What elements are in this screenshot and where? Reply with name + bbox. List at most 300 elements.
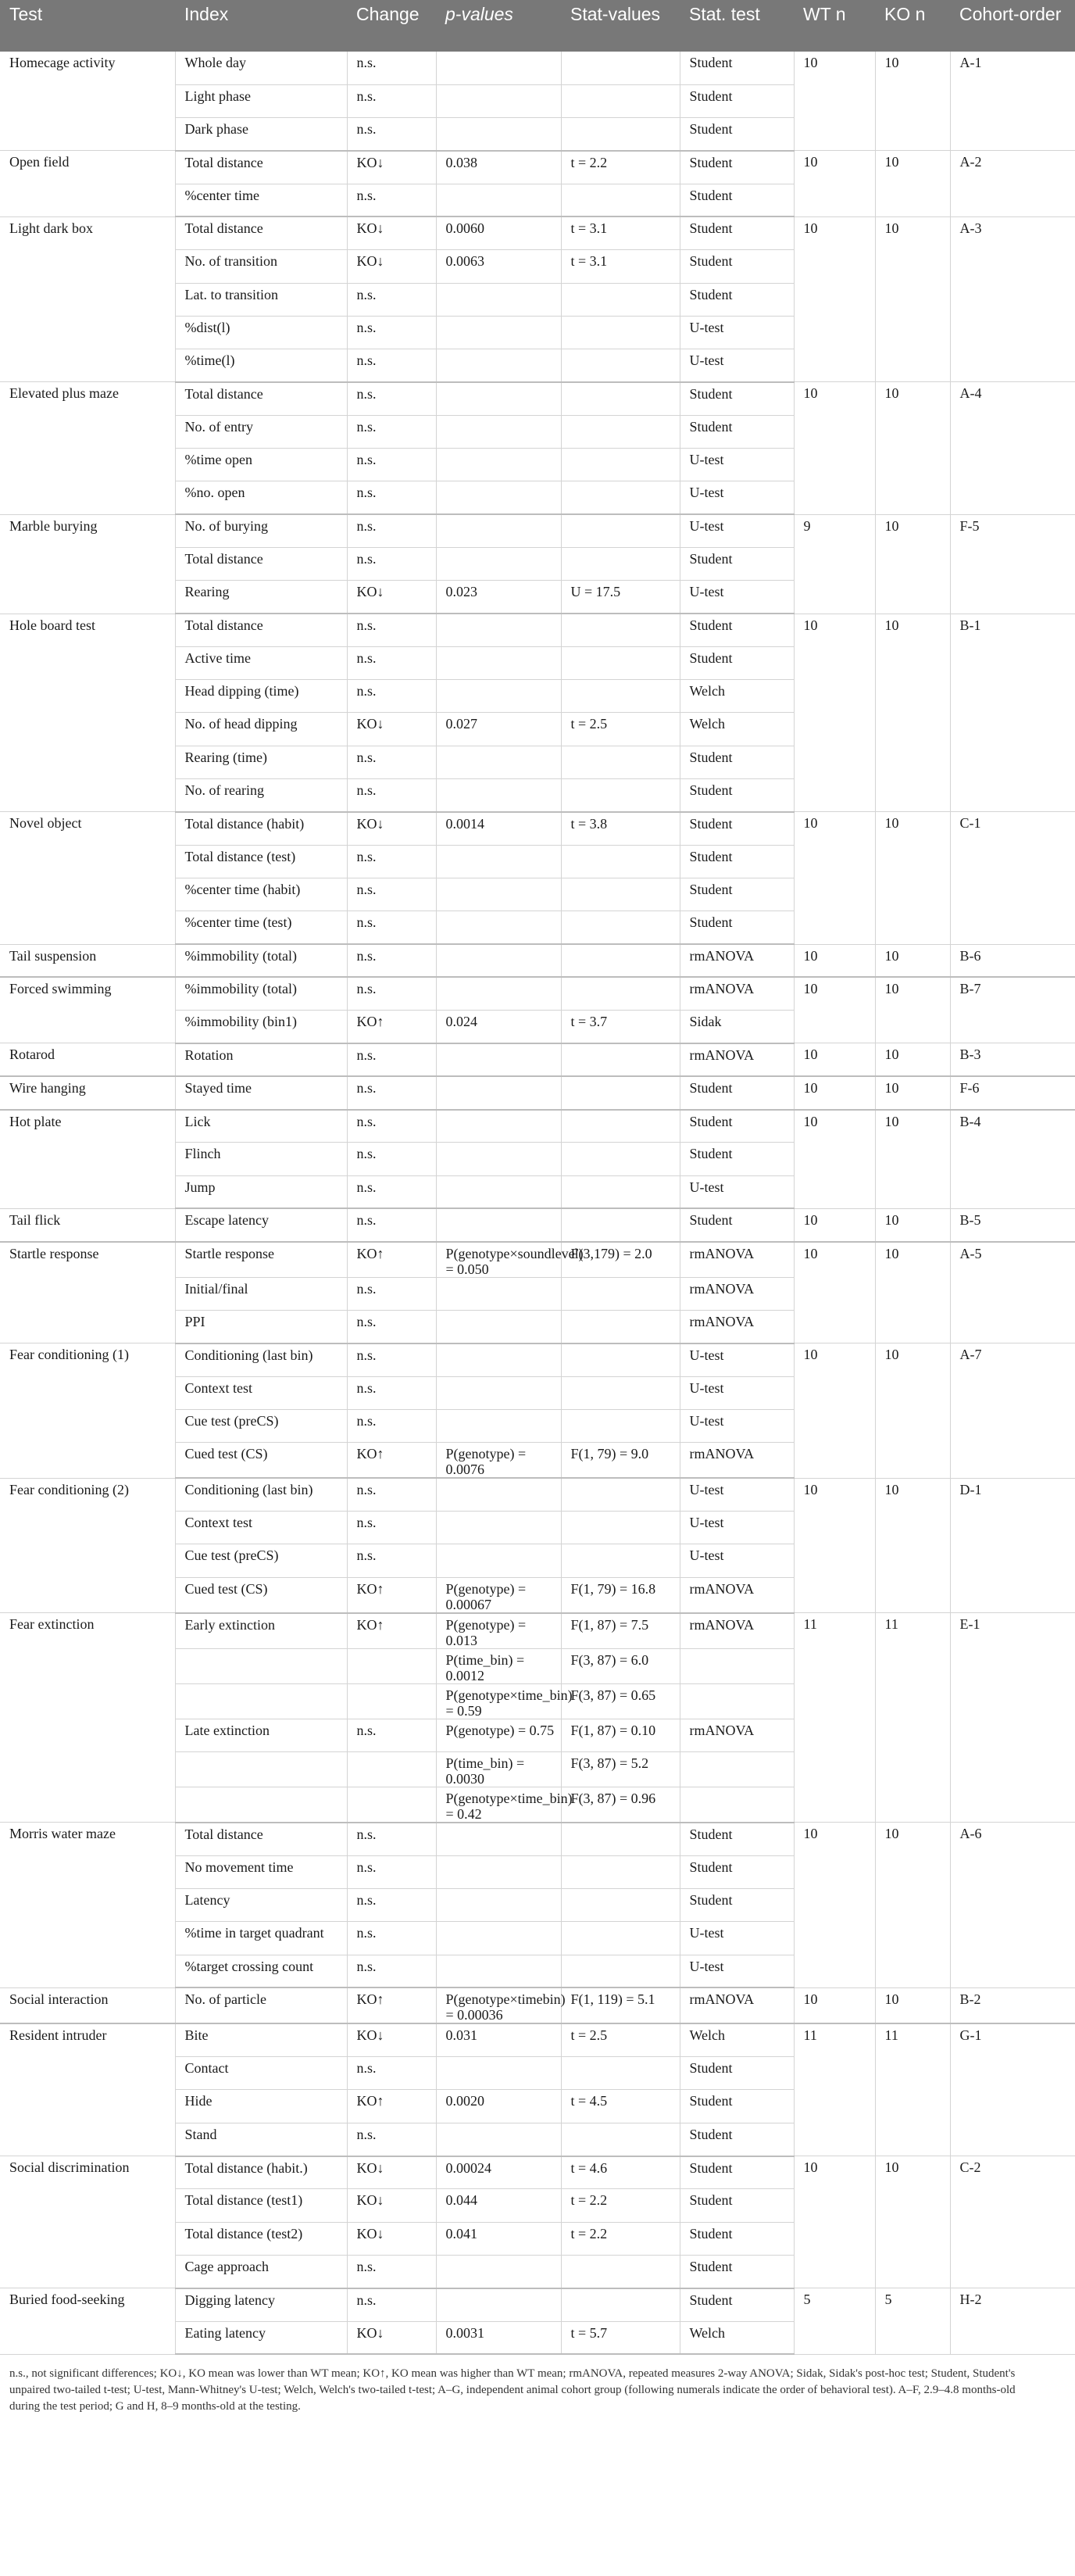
- cell-p-value: [436, 746, 561, 778]
- cell-stat-value: [561, 415, 680, 448]
- cell-p-value: [436, 911, 561, 944]
- cell-index: Lick: [175, 1110, 347, 1143]
- cell-stat-test: Student: [680, 2123, 794, 2156]
- cell-change: n.s.: [347, 382, 436, 415]
- header-cohort-order: Cohort-order: [950, 0, 1075, 52]
- cell-stat-value: [561, 316, 680, 349]
- cell-test: Tail flick: [0, 1208, 175, 1241]
- cell-test: Hot plate: [0, 1110, 175, 1209]
- cell-stat-test: U-test: [680, 1409, 794, 1442]
- header-p-values: p-values: [436, 0, 561, 52]
- cell-stat-test: Student: [680, 2156, 794, 2189]
- cell-stat-value: [561, 779, 680, 812]
- cell-stat-value: [561, 746, 680, 778]
- cell-stat-value: [561, 1343, 680, 1376]
- cell-stat-test: Student: [680, 878, 794, 911]
- cell-ko-n: 11: [875, 1613, 950, 1823]
- cell-stat-value: [561, 118, 680, 151]
- cell-stat-test: rmANOVA: [680, 1242, 794, 1278]
- cell-p-value: [436, 1310, 561, 1343]
- cell-p-value: [436, 514, 561, 547]
- cell-index: Lat. to transition: [175, 283, 347, 316]
- cell-wt-n: 10: [794, 52, 875, 151]
- cell-stat-value: t = 4.5: [561, 2090, 680, 2123]
- cell-stat-value: t = 5.7: [561, 2321, 680, 2354]
- cell-test: Open field: [0, 151, 175, 217]
- cell-index: Latency: [175, 1888, 347, 1921]
- cell-stat-test: U-test: [680, 449, 794, 481]
- cell-stat-test: Student: [680, 1208, 794, 1241]
- cell-stat-value: [561, 283, 680, 316]
- cell-change: KO↓: [347, 812, 436, 845]
- cell-stat-test: U-test: [680, 514, 794, 547]
- cell-change: KO↑: [347, 1242, 436, 1278]
- cell-change: n.s.: [347, 1511, 436, 1544]
- cell-index: Active time: [175, 646, 347, 679]
- cell-stat-value: [561, 1043, 680, 1076]
- cell-test: Elevated plus maze: [0, 382, 175, 514]
- cell-index: Cued test (CS): [175, 1577, 347, 1613]
- cell-p-value: [436, 1855, 561, 1888]
- cell-stat-test: Student: [680, 415, 794, 448]
- header-wt-n: WT n: [794, 0, 875, 52]
- cell-change: KO↓: [347, 713, 436, 746]
- cell-p-value: [436, 118, 561, 151]
- cell-stat-value: t = 3.1: [561, 250, 680, 283]
- table-body: [0, 52, 1075, 2354]
- cell-cohort-order: B-5: [950, 1208, 1075, 1241]
- cell-wt-n: 10: [794, 151, 875, 217]
- table-footnote: n.s., not significant differences; KO↓, KO mean was lower than WT mean; KO↑, KO mean was higher than WT mean; rmANOVA, repeated measures 2-way ANOVA; Sidak, Sidak's post-hoc test; Student, Student's unpaired two-tailed t-test; U-test, Mann-Whitney's U-test; Welch, Welch's two-tailed t-test; A–G, independent animal cohort group (following numerals indicate the order of behavioral test). A–F, 2.9–4.8 months-old during the test period; G and H, 8–9 months-old at the testing.: [9, 2367, 1016, 2413]
- cell-stat-value: [561, 646, 680, 679]
- cell-stat-test: rmANOVA: [680, 1443, 794, 1479]
- cell-wt-n: 10: [794, 1987, 875, 2023]
- cell-stat-test: Student: [680, 151, 794, 184]
- cell-change: n.s.: [347, 1409, 436, 1442]
- cell-p-value: [436, 1143, 561, 1175]
- cell-wt-n: 10: [794, 1110, 875, 1209]
- header-stat-test: Stat. test: [680, 0, 794, 52]
- cell-wt-n: 5: [794, 2288, 875, 2355]
- cell-stat-value: [561, 1175, 680, 1208]
- cell-p-value: [436, 1478, 561, 1511]
- cell-change: n.s.: [347, 614, 436, 646]
- cell-p-value: [436, 1823, 561, 1855]
- table-row: [0, 2156, 1075, 2189]
- table-row: [0, 52, 1075, 84]
- cell-test: Homecage activity: [0, 52, 175, 151]
- cell-index: Context test: [175, 1376, 347, 1409]
- cell-cohort-order: B-4: [950, 1110, 1075, 1209]
- table-row: [0, 1823, 1075, 1855]
- cell-test: Resident intruder: [0, 2023, 175, 2156]
- cell-stat-test: Student: [680, 779, 794, 812]
- cell-p-value: 0.0060: [436, 216, 561, 249]
- cell-stat-test: Student: [680, 1110, 794, 1143]
- cell-stat-value: [561, 845, 680, 878]
- cell-ko-n: 10: [875, 2156, 950, 2288]
- cell-wt-n: 11: [794, 1613, 875, 1823]
- cell-stat-test: Welch: [680, 2023, 794, 2056]
- cell-change: n.s.: [347, 1143, 436, 1175]
- cell-stat-value: F(1, 87) = 7.5: [561, 1613, 680, 1649]
- cell-stat-test: rmANOVA: [680, 977, 794, 1010]
- cell-stat-test: Student: [680, 2090, 794, 2123]
- cell-stat-test: rmANOVA: [680, 1577, 794, 1613]
- cell-change: n.s.: [347, 1855, 436, 1888]
- cell-test: Tail suspension: [0, 944, 175, 977]
- cell-stat-value: [561, 1955, 680, 1987]
- cell-stat-value: F(1, 87) = 0.10: [561, 1719, 680, 1751]
- cell-test: Social discrimination: [0, 2156, 175, 2288]
- cell-stat-test: U-test: [680, 1376, 794, 1409]
- cell-change: n.s.: [347, 84, 436, 117]
- cell-test: Light dark box: [0, 216, 175, 381]
- cell-stat-test: rmANOVA: [680, 1277, 794, 1310]
- cell-wt-n: 10: [794, 1343, 875, 1478]
- cell-p-value: 0.038: [436, 151, 561, 184]
- cell-change: n.s.: [347, 1208, 436, 1241]
- table-row: [0, 1242, 1075, 1278]
- cell-change: [347, 1751, 436, 1787]
- cell-stat-test: rmANOVA: [680, 1613, 794, 1649]
- cell-stat-value: F(1, 119) = 5.1: [561, 1987, 680, 2023]
- cell-wt-n: 10: [794, 1823, 875, 1987]
- cell-stat-value: [561, 878, 680, 911]
- cell-index: PPI: [175, 1310, 347, 1343]
- cell-change: n.s.: [347, 646, 436, 679]
- cell-index: [175, 1751, 347, 1787]
- cell-stat-value: [561, 349, 680, 382]
- cell-stat-value: F(3, 87) = 0.65: [561, 1683, 680, 1719]
- table-row: [0, 216, 1075, 249]
- cell-ko-n: 10: [875, 1478, 950, 1612]
- cell-wt-n: 10: [794, 216, 875, 381]
- cell-index: Stand: [175, 2123, 347, 2156]
- cell-stat-value: [561, 1376, 680, 1409]
- cell-stat-test: U-test: [680, 1343, 794, 1376]
- cell-index: Conditioning (last bin): [175, 1478, 347, 1511]
- cell-wt-n: 10: [794, 1043, 875, 1076]
- cell-change: n.s.: [347, 878, 436, 911]
- cell-stat-test: Welch: [680, 713, 794, 746]
- cell-index: No. of burying: [175, 514, 347, 547]
- cell-p-value: [436, 680, 561, 713]
- cell-change: n.s.: [347, 1076, 436, 1109]
- cell-p-value: [436, 2057, 561, 2090]
- cell-stat-value: t = 3.7: [561, 1011, 680, 1043]
- cell-p-value: 0.044: [436, 2189, 561, 2222]
- cell-cohort-order: A-4: [950, 382, 1075, 514]
- cell-change: [347, 1683, 436, 1719]
- cell-stat-test: Sidak: [680, 1011, 794, 1043]
- cell-ko-n: 10: [875, 1242, 950, 1343]
- cell-p-value: 0.0014: [436, 812, 561, 845]
- cell-change: n.s.: [347, 1823, 436, 1855]
- cell-stat-test: Student: [680, 1143, 794, 1175]
- cell-change: n.s.: [347, 1277, 436, 1310]
- cell-stat-test: rmANOVA: [680, 1043, 794, 1076]
- cell-stat-value: t = 2.5: [561, 2023, 680, 2056]
- cell-index: No. of transition: [175, 250, 347, 283]
- cell-p-value: [436, 2123, 561, 2156]
- cell-stat-test: Student: [680, 911, 794, 944]
- cell-cohort-order: B-6: [950, 944, 1075, 977]
- cell-change: n.s.: [347, 2123, 436, 2156]
- cell-test: Hole board test: [0, 614, 175, 812]
- cell-ko-n: 10: [875, 1043, 950, 1076]
- cell-index: Hide: [175, 2090, 347, 2123]
- cell-stat-value: U = 17.5: [561, 581, 680, 614]
- cell-wt-n: 10: [794, 1242, 875, 1343]
- cell-test: Social interaction: [0, 1987, 175, 2023]
- cell-stat-test: Student: [680, 1888, 794, 1921]
- cell-index: Flinch: [175, 1143, 347, 1175]
- cell-p-value: P(genotype×timebin) = 0.00036: [436, 1987, 561, 2023]
- cell-p-value: P(genotype×time_bin) = 0.59: [436, 1683, 561, 1719]
- cell-test: Rotarod: [0, 1043, 175, 1076]
- cell-p-value: [436, 349, 561, 382]
- cell-stat-value: [561, 481, 680, 514]
- cell-index: Total distance (test): [175, 845, 347, 878]
- cell-p-value: [436, 184, 561, 216]
- cell-stat-test: Student: [680, 1076, 794, 1109]
- header-stat-values: Stat-values: [561, 0, 680, 52]
- cell-p-value: [436, 1343, 561, 1376]
- cell-stat-test: [680, 1751, 794, 1787]
- cell-p-value: [436, 449, 561, 481]
- cell-cohort-order: A-6: [950, 1823, 1075, 1987]
- cell-ko-n: 10: [875, 151, 950, 217]
- cell-cohort-order: A-5: [950, 1242, 1075, 1343]
- cell-index: Context test: [175, 1511, 347, 1544]
- cell-cohort-order: A-1: [950, 52, 1075, 151]
- table-row: [0, 1043, 1075, 1076]
- cell-stat-value: t = 3.1: [561, 216, 680, 249]
- cell-change: n.s.: [347, 316, 436, 349]
- cell-p-value: 0.00024: [436, 2156, 561, 2189]
- cell-stat-test: Student: [680, 382, 794, 415]
- cell-stat-test: Student: [680, 2057, 794, 2090]
- cell-stat-value: [561, 382, 680, 415]
- cell-index: Eating latency: [175, 2321, 347, 2354]
- cell-wt-n: 10: [794, 944, 875, 977]
- cell-cohort-order: B-7: [950, 977, 1075, 1043]
- cell-p-value: [436, 845, 561, 878]
- cell-stat-value: [561, 1208, 680, 1241]
- cell-cohort-order: F-6: [950, 1076, 1075, 1109]
- cell-ko-n: 10: [875, 1076, 950, 1109]
- cell-stat-test: Student: [680, 2189, 794, 2222]
- cell-stat-test: rmANOVA: [680, 1987, 794, 2023]
- cell-p-value: [436, 614, 561, 646]
- cell-index: Total distance: [175, 547, 347, 580]
- cell-p-value: 0.0031: [436, 2321, 561, 2354]
- cell-change: n.s.: [347, 349, 436, 382]
- cell-ko-n: 10: [875, 1823, 950, 1987]
- cell-stat-test: Student: [680, 283, 794, 316]
- cell-p-value: [436, 779, 561, 812]
- cell-change: n.s.: [347, 1376, 436, 1409]
- cell-p-value: 0.041: [436, 2222, 561, 2255]
- cell-index: Rotation: [175, 1043, 347, 1076]
- cell-change: n.s.: [347, 449, 436, 481]
- cell-stat-value: F(3, 87) = 6.0: [561, 1648, 680, 1683]
- cell-change: n.s.: [347, 779, 436, 812]
- cell-change: KO↓: [347, 581, 436, 614]
- cell-cohort-order: B-3: [950, 1043, 1075, 1076]
- cell-stat-value: [561, 1310, 680, 1343]
- table-row: [0, 1987, 1075, 2023]
- cell-stat-test: rmANOVA: [680, 944, 794, 977]
- cell-stat-test: rmANOVA: [680, 1719, 794, 1751]
- cell-change: n.s.: [347, 1922, 436, 1955]
- cell-stat-value: [561, 1511, 680, 1544]
- table-row: [0, 151, 1075, 184]
- cell-stat-test: U-test: [680, 1511, 794, 1544]
- cell-change: KO↓: [347, 2023, 436, 2056]
- cell-p-value: 0.0063: [436, 250, 561, 283]
- cell-ko-n: 11: [875, 2023, 950, 2156]
- cell-stat-value: [561, 680, 680, 713]
- cell-stat-value: [561, 2057, 680, 2090]
- cell-stat-test: Student: [680, 184, 794, 216]
- cell-stat-value: [561, 184, 680, 216]
- cell-stat-value: [561, 1544, 680, 1577]
- table-row: [0, 1076, 1075, 1109]
- cell-ko-n: 10: [875, 944, 950, 977]
- cell-p-value: [436, 84, 561, 117]
- cell-change: n.s.: [347, 977, 436, 1010]
- cell-stat-value: [561, 911, 680, 944]
- cell-change: n.s.: [347, 845, 436, 878]
- cell-stat-test: Student: [680, 52, 794, 84]
- cell-change: n.s.: [347, 52, 436, 84]
- cell-stat-value: F(3, 87) = 0.96: [561, 1787, 680, 1823]
- table-row: [0, 614, 1075, 646]
- cell-p-value: [436, 646, 561, 679]
- cell-index: Total distance: [175, 151, 347, 184]
- cell-stat-test: Student: [680, 746, 794, 778]
- cell-change: n.s.: [347, 2057, 436, 2090]
- cell-stat-test: Student: [680, 118, 794, 151]
- cell-stat-test: Welch: [680, 680, 794, 713]
- cell-change: n.s.: [347, 184, 436, 216]
- cell-p-value: P(genotype) = 0.013: [436, 1613, 561, 1649]
- cell-stat-value: t = 2.2: [561, 2189, 680, 2222]
- cell-p-value: [436, 547, 561, 580]
- cell-stat-test: Student: [680, 250, 794, 283]
- cell-index: [175, 1648, 347, 1683]
- cell-stat-value: [561, 1143, 680, 1175]
- cell-change: n.s.: [347, 1478, 436, 1511]
- table-row: [0, 944, 1075, 977]
- cell-change: KO↓: [347, 151, 436, 184]
- cell-stat-test: [680, 1787, 794, 1823]
- table-row: [0, 1613, 1075, 1649]
- cell-cohort-order: G-1: [950, 2023, 1075, 2156]
- cell-index: Escape latency: [175, 1208, 347, 1241]
- cell-wt-n: 10: [794, 812, 875, 944]
- cell-wt-n: 11: [794, 2023, 875, 2156]
- cell-cohort-order: C-1: [950, 812, 1075, 944]
- cell-change: KO↑: [347, 1443, 436, 1479]
- cell-change: n.s.: [347, 746, 436, 778]
- cell-index: Stayed time: [175, 1076, 347, 1109]
- cell-stat-value: [561, 1110, 680, 1143]
- cell-index: Startle response: [175, 1242, 347, 1278]
- cell-p-value: [436, 944, 561, 977]
- cell-ko-n: 10: [875, 514, 950, 614]
- cell-index: %target crossing count: [175, 1955, 347, 1987]
- cell-stat-value: t = 2.2: [561, 151, 680, 184]
- cell-stat-value: [561, 1277, 680, 1310]
- cell-stat-value: [561, 2288, 680, 2321]
- cell-wt-n: 10: [794, 1076, 875, 1109]
- cell-test: Wire hanging: [0, 1076, 175, 1109]
- cell-stat-test: U-test: [680, 1922, 794, 1955]
- cell-p-value: [436, 283, 561, 316]
- cell-stat-test: U-test: [680, 349, 794, 382]
- table-row: [0, 977, 1075, 1010]
- cell-index: %time open: [175, 449, 347, 481]
- cell-p-value: [436, 1922, 561, 1955]
- cell-change: KO↑: [347, 1011, 436, 1043]
- cell-stat-test: Student: [680, 1823, 794, 1855]
- cell-index: Total distance (test2): [175, 2222, 347, 2255]
- cell-stat-test: Student: [680, 646, 794, 679]
- cell-stat-value: t = 2.5: [561, 713, 680, 746]
- cell-p-value: 0.0020: [436, 2090, 561, 2123]
- cell-change: [347, 1648, 436, 1683]
- cell-p-value: [436, 1076, 561, 1109]
- cell-change: KO↓: [347, 2321, 436, 2354]
- cell-wt-n: 10: [794, 2156, 875, 2288]
- cell-ko-n: 10: [875, 977, 950, 1043]
- table-row: [0, 812, 1075, 845]
- cell-stat-test: Student: [680, 547, 794, 580]
- cell-ko-n: 10: [875, 382, 950, 514]
- cell-p-value: [436, 1175, 561, 1208]
- cell-index: Total distance (habit.): [175, 2156, 347, 2189]
- cell-change: KO↑: [347, 1987, 436, 2023]
- cell-stat-value: F(3, 87) = 5.2: [561, 1751, 680, 1787]
- cell-p-value: P(genotype×time_bin) = 0.42: [436, 1787, 561, 1823]
- cell-change: KO↓: [347, 2156, 436, 2189]
- cell-change: n.s.: [347, 1310, 436, 1343]
- cell-index: Cue test (preCS): [175, 1409, 347, 1442]
- cell-p-value: [436, 2288, 561, 2321]
- cell-p-value: [436, 1409, 561, 1442]
- cell-index: Cued test (CS): [175, 1443, 347, 1479]
- cell-index: Bite: [175, 2023, 347, 2056]
- cell-cohort-order: A-7: [950, 1343, 1075, 1478]
- cell-p-value: [436, 2255, 561, 2288]
- cell-change: KO↓: [347, 216, 436, 249]
- cell-wt-n: 10: [794, 614, 875, 812]
- cell-p-value: [436, 382, 561, 415]
- cell-index: %immobility (bin1): [175, 1011, 347, 1043]
- cell-index: Rearing: [175, 581, 347, 614]
- cell-index: No. of head dipping: [175, 713, 347, 746]
- cell-cohort-order: C-2: [950, 2156, 1075, 2288]
- cell-change: n.s.: [347, 2288, 436, 2321]
- cell-stat-test: Student: [680, 812, 794, 845]
- cell-ko-n: 5: [875, 2288, 950, 2355]
- cell-stat-value: [561, 1922, 680, 1955]
- cell-p-value: [436, 316, 561, 349]
- cell-stat-test: [680, 1683, 794, 1719]
